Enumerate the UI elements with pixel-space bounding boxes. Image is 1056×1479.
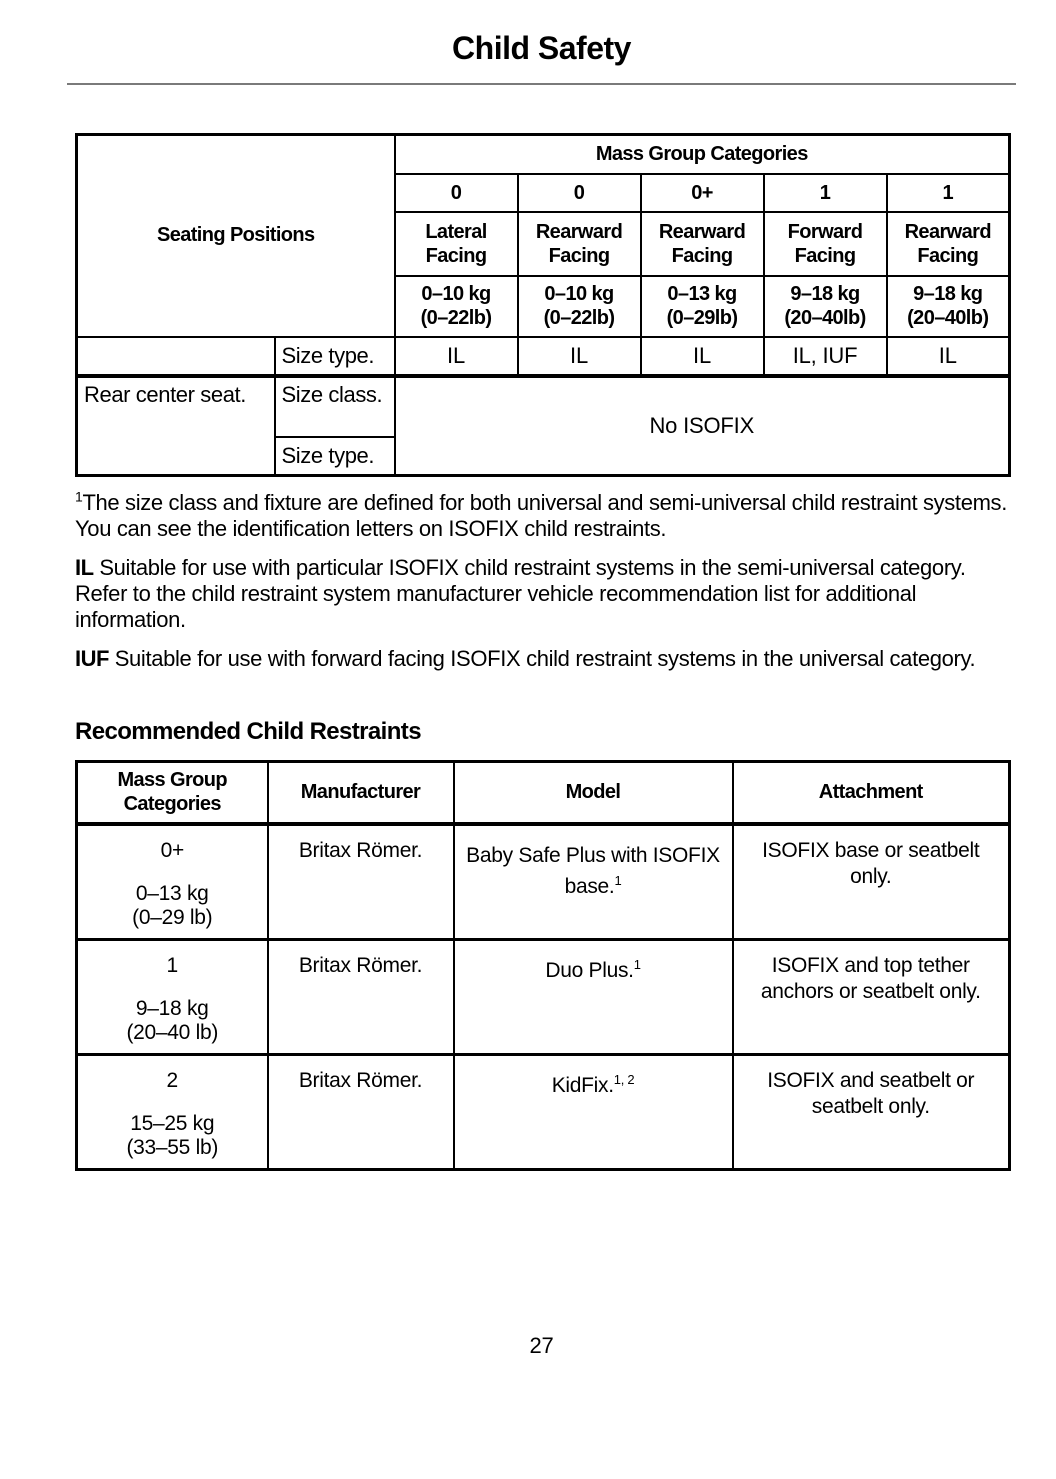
size-type-label-cell: Size type. xyxy=(275,437,395,476)
model-column-header: Model xyxy=(454,762,733,824)
facing-cell: Lateral Facing xyxy=(395,212,518,276)
model-cell: KidFix.$^{1, 2}$ xyxy=(454,1054,733,1169)
model-cell: Baby Safe Plus with ISOFIX base.$^1$ xyxy=(454,824,733,940)
table-header-row xyxy=(77,762,1010,824)
size-type-value-cell: IL xyxy=(641,337,764,376)
weight-range-cell: 9–18 kg (20–40lb) xyxy=(764,276,887,337)
table-row xyxy=(77,939,1010,1054)
page-content xyxy=(75,30,1008,1359)
table-row xyxy=(77,337,1010,376)
category-cell: 1 xyxy=(887,174,1010,212)
seating-positions-header-cell: Seating Positions xyxy=(77,135,395,337)
facing-cell: Forward Facing xyxy=(764,212,887,276)
table-row xyxy=(77,824,1010,940)
table-row xyxy=(77,376,1010,437)
note-il-definition: IL Suitable for use with particular ISOFIX child restraint systems in the semi-universal category. Refer to the child restraint system manufacturer vehicle recommendation list for additional information. xyxy=(75,555,966,632)
attachment-cell: ISOFIX and seatbelt or seatbelt only. xyxy=(733,1054,1010,1169)
size-type-value-cell: IL, IUF xyxy=(764,337,887,376)
recommended-child-restraints-heading: Recommended Child Restraints xyxy=(75,718,421,745)
size-type-label-cell: Size type. xyxy=(275,337,395,376)
attachment-column-header: Attachment xyxy=(733,762,1010,824)
category-cell: 0 xyxy=(518,174,641,212)
model-cell: Duo Plus.$^1$ xyxy=(454,939,733,1054)
size-type-value-cell: IL xyxy=(395,337,518,376)
no-isofix-cell: No ISOFIX xyxy=(395,376,1010,476)
mass-group-categories-column-header: Mass Group Categories xyxy=(77,762,268,824)
manufacturer-cell: Britax Römer. xyxy=(268,824,454,940)
manufacturer-cell: Britax Römer. xyxy=(268,1054,454,1169)
il-term: IL xyxy=(75,555,94,580)
rear-center-seat-label-cell: Rear center seat. xyxy=(77,376,275,476)
table-row xyxy=(77,1054,1010,1169)
attachment-cell: ISOFIX and top tether anchors or seatbelt only. xyxy=(733,939,1010,1054)
title-divider xyxy=(67,83,1016,85)
manufacturer-cell: Britax Römer. xyxy=(268,939,454,1054)
manufacturer-column-header: Manufacturer xyxy=(268,762,454,824)
mass-group-cell: 2 15–25 kg (33–55 lb) xyxy=(77,1054,268,1169)
recommended-child-restraints-table xyxy=(75,760,1011,1171)
category-cell: 1 xyxy=(764,174,887,212)
mass-group-cell: 0+ 0–13 kg (0–29 lb) xyxy=(77,824,268,940)
note-iuf-definition: IUF Suitable for use with forward facing ISOFIX child restraint systems in the universal category. xyxy=(75,646,976,671)
size-type-value-cell: IL xyxy=(518,337,641,376)
size-type-value-cell: IL xyxy=(887,337,1010,376)
facing-cell: Rearward Facing xyxy=(641,212,764,276)
model-footnote-marker: 1, 2 xyxy=(613,1071,635,1087)
table-row xyxy=(77,135,1010,174)
page-number: 27 xyxy=(529,1332,554,1358)
size-class-label-cell: Size class. xyxy=(275,376,395,437)
mass-group-cell: 1 9–18 kg (20–40 lb) xyxy=(77,939,268,1054)
model-footnote-marker: 1 xyxy=(633,956,641,972)
facing-cell: Rearward Facing xyxy=(887,212,1010,276)
footnote-marker: 1 xyxy=(75,488,83,505)
iuf-term: IUF xyxy=(75,646,109,671)
category-cell: 0 xyxy=(395,174,518,212)
mass-group-categories-header-cell: Mass Group Categories xyxy=(395,135,1010,174)
weight-range-cell: 0–10 kg (0–22lb) xyxy=(395,276,518,337)
empty-cell xyxy=(77,337,275,376)
footnote-size-class: $^1$The size class and fixture are defined for both universal and semi-universal child restraint systems. You can see the identification letters on ISOFIX child restraints. xyxy=(75,488,1007,541)
weight-range-cell: 0–10 kg (0–22lb) xyxy=(518,276,641,337)
facing-cell: Rearward Facing xyxy=(518,212,641,276)
category-cell: 0+ xyxy=(641,174,764,212)
weight-range-cell: 0–13 kg (0–29lb) xyxy=(641,276,764,337)
isofix-seating-positions-table xyxy=(75,133,1011,477)
weight-range-cell: 9–18 kg (20–40lb) xyxy=(887,276,1010,337)
model-footnote-marker: 1 xyxy=(614,872,622,888)
attachment-cell: ISOFIX base or seatbelt only. xyxy=(733,824,1010,940)
page-title: Child Safety xyxy=(452,30,631,66)
